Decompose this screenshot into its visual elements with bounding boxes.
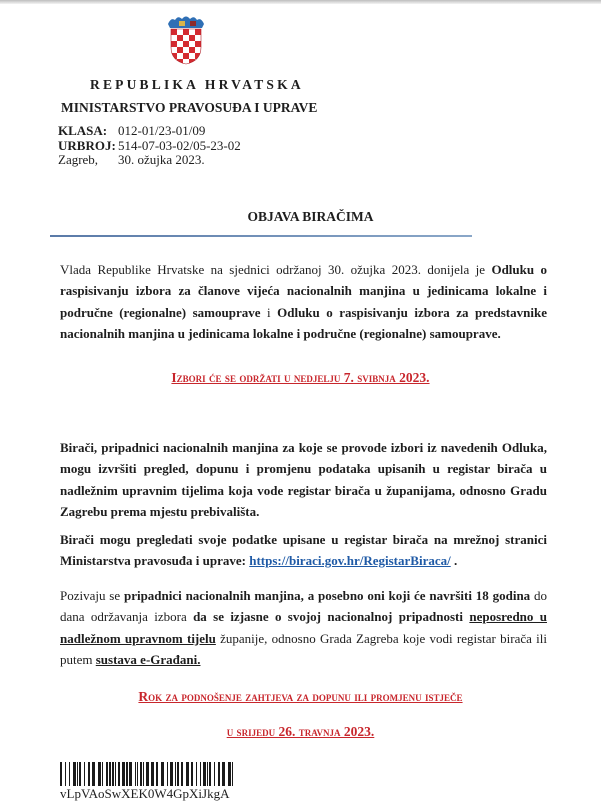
- shield-square: [189, 53, 195, 59]
- shield-square: [177, 53, 183, 59]
- shield-square: [183, 47, 189, 53]
- shield-square: [195, 29, 201, 35]
- paragraph-invitation: [60, 585, 547, 670]
- ministry-heading: MINISTARSTVO PRAVOSUĐA I UPRAVE: [61, 100, 318, 115]
- klasa-value: 012-01/23-01/09: [118, 123, 206, 138]
- paragraph-voter-register: Birači, pripadnici nacionalnih manjina za koje se provode izbori iz navedenih Odluka, mogu izvršiti pregled, dopunu i promjenu podataka upisanih u registar birača u nadležnim upravnim tijelima koja vode registar birača u županijama, odnosno Gradu Zagrebu prema mjestu prebivališta.: [60, 440, 547, 519]
- shield-square: [189, 41, 195, 47]
- shield-square: [195, 41, 201, 47]
- country-heading: REPUBLIKA HRVATSKA: [90, 77, 304, 92]
- shield-square: [183, 35, 189, 41]
- shield-square: [177, 47, 183, 53]
- decision-1: Odluku o raspisivanju izbora za članove vijeća nacionalnih manjina u jedinicama lokalne i područne (regionalne) samouprave: [60, 262, 548, 320]
- shield-square: [171, 29, 177, 35]
- shield-square: [183, 41, 189, 47]
- shield-square: [171, 47, 177, 53]
- text: i: [260, 304, 278, 320]
- urbroj-value: 514-07-03-02/05-23-02: [118, 137, 241, 153]
- shield-square: [183, 29, 189, 35]
- emphasis: da se izjasne o svojoj nacionalnoj pripadnosti: [193, 609, 470, 625]
- page-top-edge: [0, 0, 601, 4]
- date-value: 30. ožujka 2023.: [118, 152, 205, 167]
- deadline-line-1: Rok za podnošenje zahtjeva za dopunu ili promjenu istječe: [138, 689, 463, 704]
- coat-of-arms-icon: [166, 15, 206, 65]
- shield-square: [195, 47, 201, 53]
- place-label: Zagreb,: [58, 152, 99, 167]
- register-link[interactable]: https://biraci.gov.hr/RegistarBiraca/: [249, 553, 451, 569]
- urbroj-label: URBROJ:: [58, 137, 116, 153]
- paragraph-online-check: [60, 529, 547, 572]
- text: do dana održavanja izbora: [60, 588, 548, 625]
- shield-square: [177, 29, 183, 35]
- emphasis: pripadnici nacionalnih manjina, a posebno oni koji će navršiti 18 godina: [123, 588, 531, 603]
- shield-square: [189, 35, 195, 41]
- barcode: [60, 762, 237, 786]
- crown: [168, 17, 204, 29]
- barcode-bar: [233, 762, 236, 786]
- shield-square: [183, 53, 189, 59]
- decision-2: Odluku o raspisivanju izbora za predstavnike nacionalnih manjina u jedinicama lokalne i područne (regionalne) samouprave.: [60, 304, 547, 341]
- document-reference: [58, 124, 241, 168]
- text: .: [450, 553, 458, 569]
- shield-square: [171, 41, 177, 47]
- text: Pozivaju se: [60, 588, 124, 603]
- text: Vlada Republike Hrvatske na sjednici održanoj 30. ožujka 2023. donijela je: [60, 262, 492, 277]
- election-date-announcement: Izbori će se održati u nedjelju 7. svibnja 2023.: [171, 370, 430, 385]
- text: Birači mogu pregledati svoje podatke upisane u registar birača na mrežnoj stranici Ministarstva pravosuđa i uprave:: [60, 532, 547, 569]
- deadline-line-2: u srijedu 26. travnja 2023.: [226, 724, 375, 739]
- shield-square: [171, 35, 177, 41]
- shield-square: [177, 35, 183, 41]
- shield-square: [189, 29, 195, 35]
- shield-square: [195, 35, 201, 41]
- text: županije, odnosno Grada Zagreba koje vodi registar birača ili putem: [60, 630, 547, 667]
- barcode-text: vLpVAoSwXEK0W4GpXiJkgA: [60, 786, 230, 801]
- klasa-label: KLASA:: [58, 123, 108, 138]
- title-divider: [50, 235, 472, 237]
- document-title: OBJAVA BIRAČIMA: [247, 209, 374, 224]
- e-gradani-reference: sustava e-Građani.: [95, 651, 201, 667]
- emphasis-underlined: neposredno u nadležnom upravnom tijelu: [60, 609, 547, 646]
- shield-square: [177, 41, 183, 47]
- paragraph-decision: [60, 259, 547, 344]
- shield-square: [189, 47, 195, 53]
